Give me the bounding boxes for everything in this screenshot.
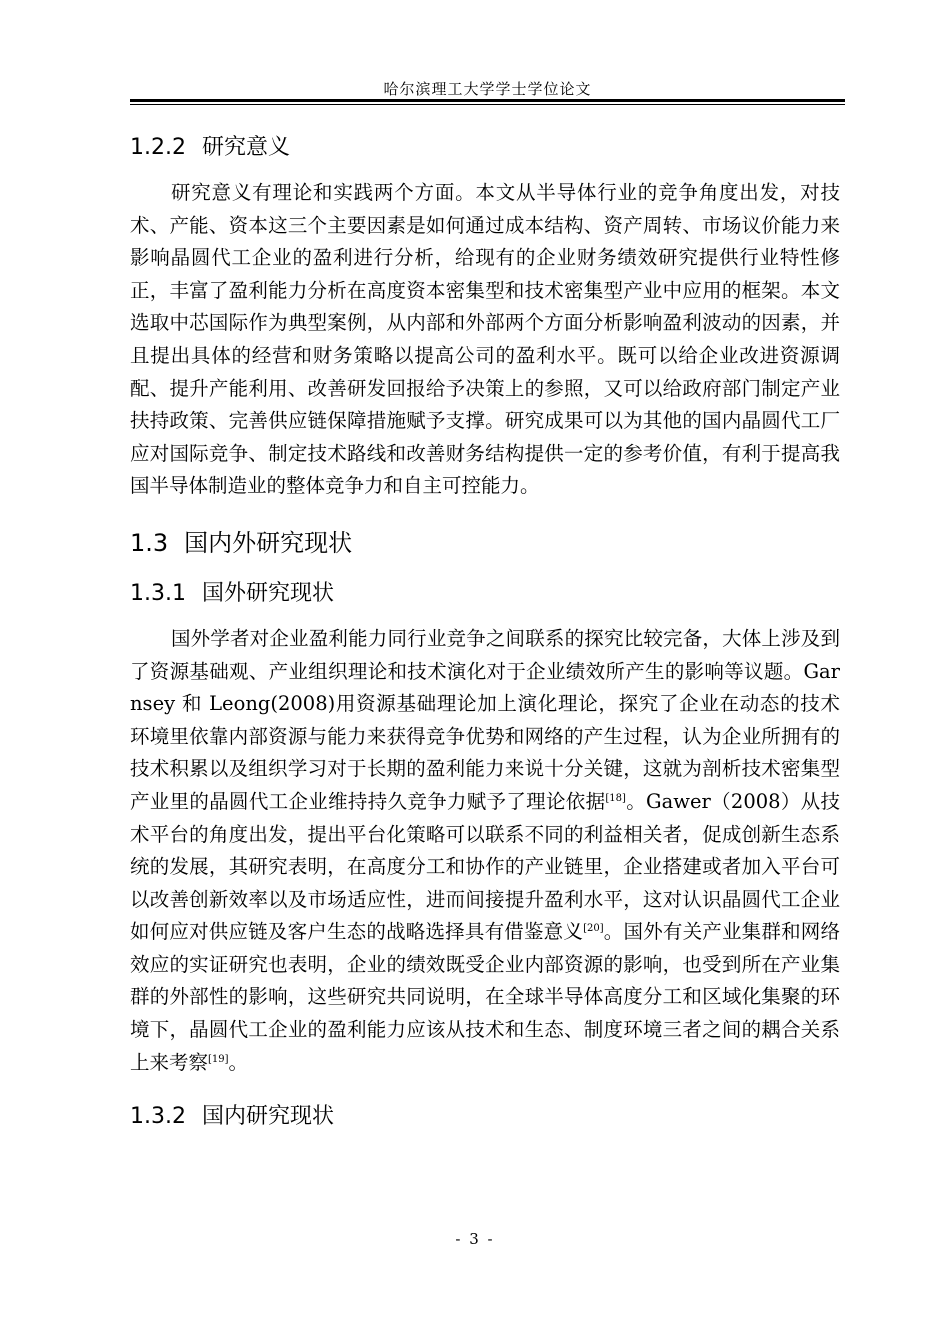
section-title: 国外研究现状	[201, 580, 334, 606]
section-heading-1-3-1	[130, 574, 840, 614]
page-number: - 3 -	[455, 1230, 495, 1248]
paragraph-text: 国外学者对企业盈利能力同行业竞争之间联系的探究比较完备，大体上涉及到了资源基础观、产业组织理论和技术演化对于企业绩效所产生的影响等议题。Garnsey 和 Leong(2008)用资源基础理论加上演化理论，探究了企业在动态的技术环境里依靠内部资源与能力来获得竞争优势和网络的产生过程，认为企业所拥有的技术积累以及组织学习对于长期的盈利能力来说十分关键，这就为剖析技术密集型产业里的晶圆代工企业维持持久竞争力赋予了理论依据	[130, 626, 840, 813]
citation-20: [20]	[583, 923, 604, 935]
section-number: 1.3.1	[130, 580, 186, 606]
section-title: 国内研究现状	[201, 1104, 334, 1130]
section-title: 研究意义	[201, 135, 290, 160]
paragraph-text: 。国外有关产业集群和网络效应的实证研究也表明，企业的绩效既受企业内部资源的影响，也受到所在产业集群的外部性的影响，这些研究共同说明，在全球半导体高度分工和区域化集聚的环境下，晶圆代工企业的盈利能力应该从技术和生态、制度环境三者之间的耦合关系上来考察	[130, 920, 840, 1074]
section-heading-1-3-2	[130, 1097, 840, 1137]
section-title: 国内外研究现状	[184, 528, 353, 557]
section-heading-1-2-2	[130, 128, 840, 168]
paragraph-text: 。Gawer（2008）从技术平台的角度出发，提出平台化策略可以联系不同的利益相关者，促成创新生态系统的发展，其研究表明，在高度分工和协作的产业链里，企业搭建或者加入平台可以改善创新效率以及市场适应性，进而间接提升盈利水平，这对认识晶圆代工企业如何应对供应链及客户生态的战略选择具有借鉴意义	[130, 789, 840, 944]
citation-18: [18]	[605, 792, 626, 804]
header-rule-thin	[130, 104, 845, 105]
paragraph-foreign-research	[130, 623, 840, 1079]
header-rule-thick	[130, 99, 845, 102]
section-number: 1.3.2	[130, 1104, 186, 1130]
page-body	[130, 128, 840, 1137]
running-header: 哈尔滨理工大学学士学位论文	[383, 80, 592, 98]
paragraph-text: 。	[228, 1050, 249, 1074]
section-number: 1.3	[130, 528, 169, 557]
section-number: 1.2.2	[130, 135, 186, 160]
section-heading-1-3	[130, 521, 840, 565]
paragraph-research-significance: 研究意义有理论和实践两个方面。本文从半导体行业的竞争角度出发，对技术、产能、资本这三个主要因素是如何通过成本结构、资产周转、市场议价能力来影响晶圆代工企业的盈利进行分析，给现有的企业财务绩效研究提供行业特性修正，丰富了盈利能力分析在高度资本密集型和技术密集型产业中应用的框架。本文选取中芯国际作为典型案例，从内部和外部两个方面分析影响盈利波动的因素，并且提出具体的经营和财务策略以提高公司的盈利水平。既可以给企业改进资源调配、提升产能利用、改善研发回报给予决策上的参照，又可以给政府部门制定产业扶持政策、完善供应链保障措施赋予支撑。研究成果可以为其他的国内晶圆代工厂应对国际竞争、制定技术路线和改善财务结构提供一定的参考价值，有利于提高我国半导体制造业的整体竞争力和自主可控能力。	[130, 181, 840, 498]
citation-19: [19]	[208, 1053, 229, 1065]
